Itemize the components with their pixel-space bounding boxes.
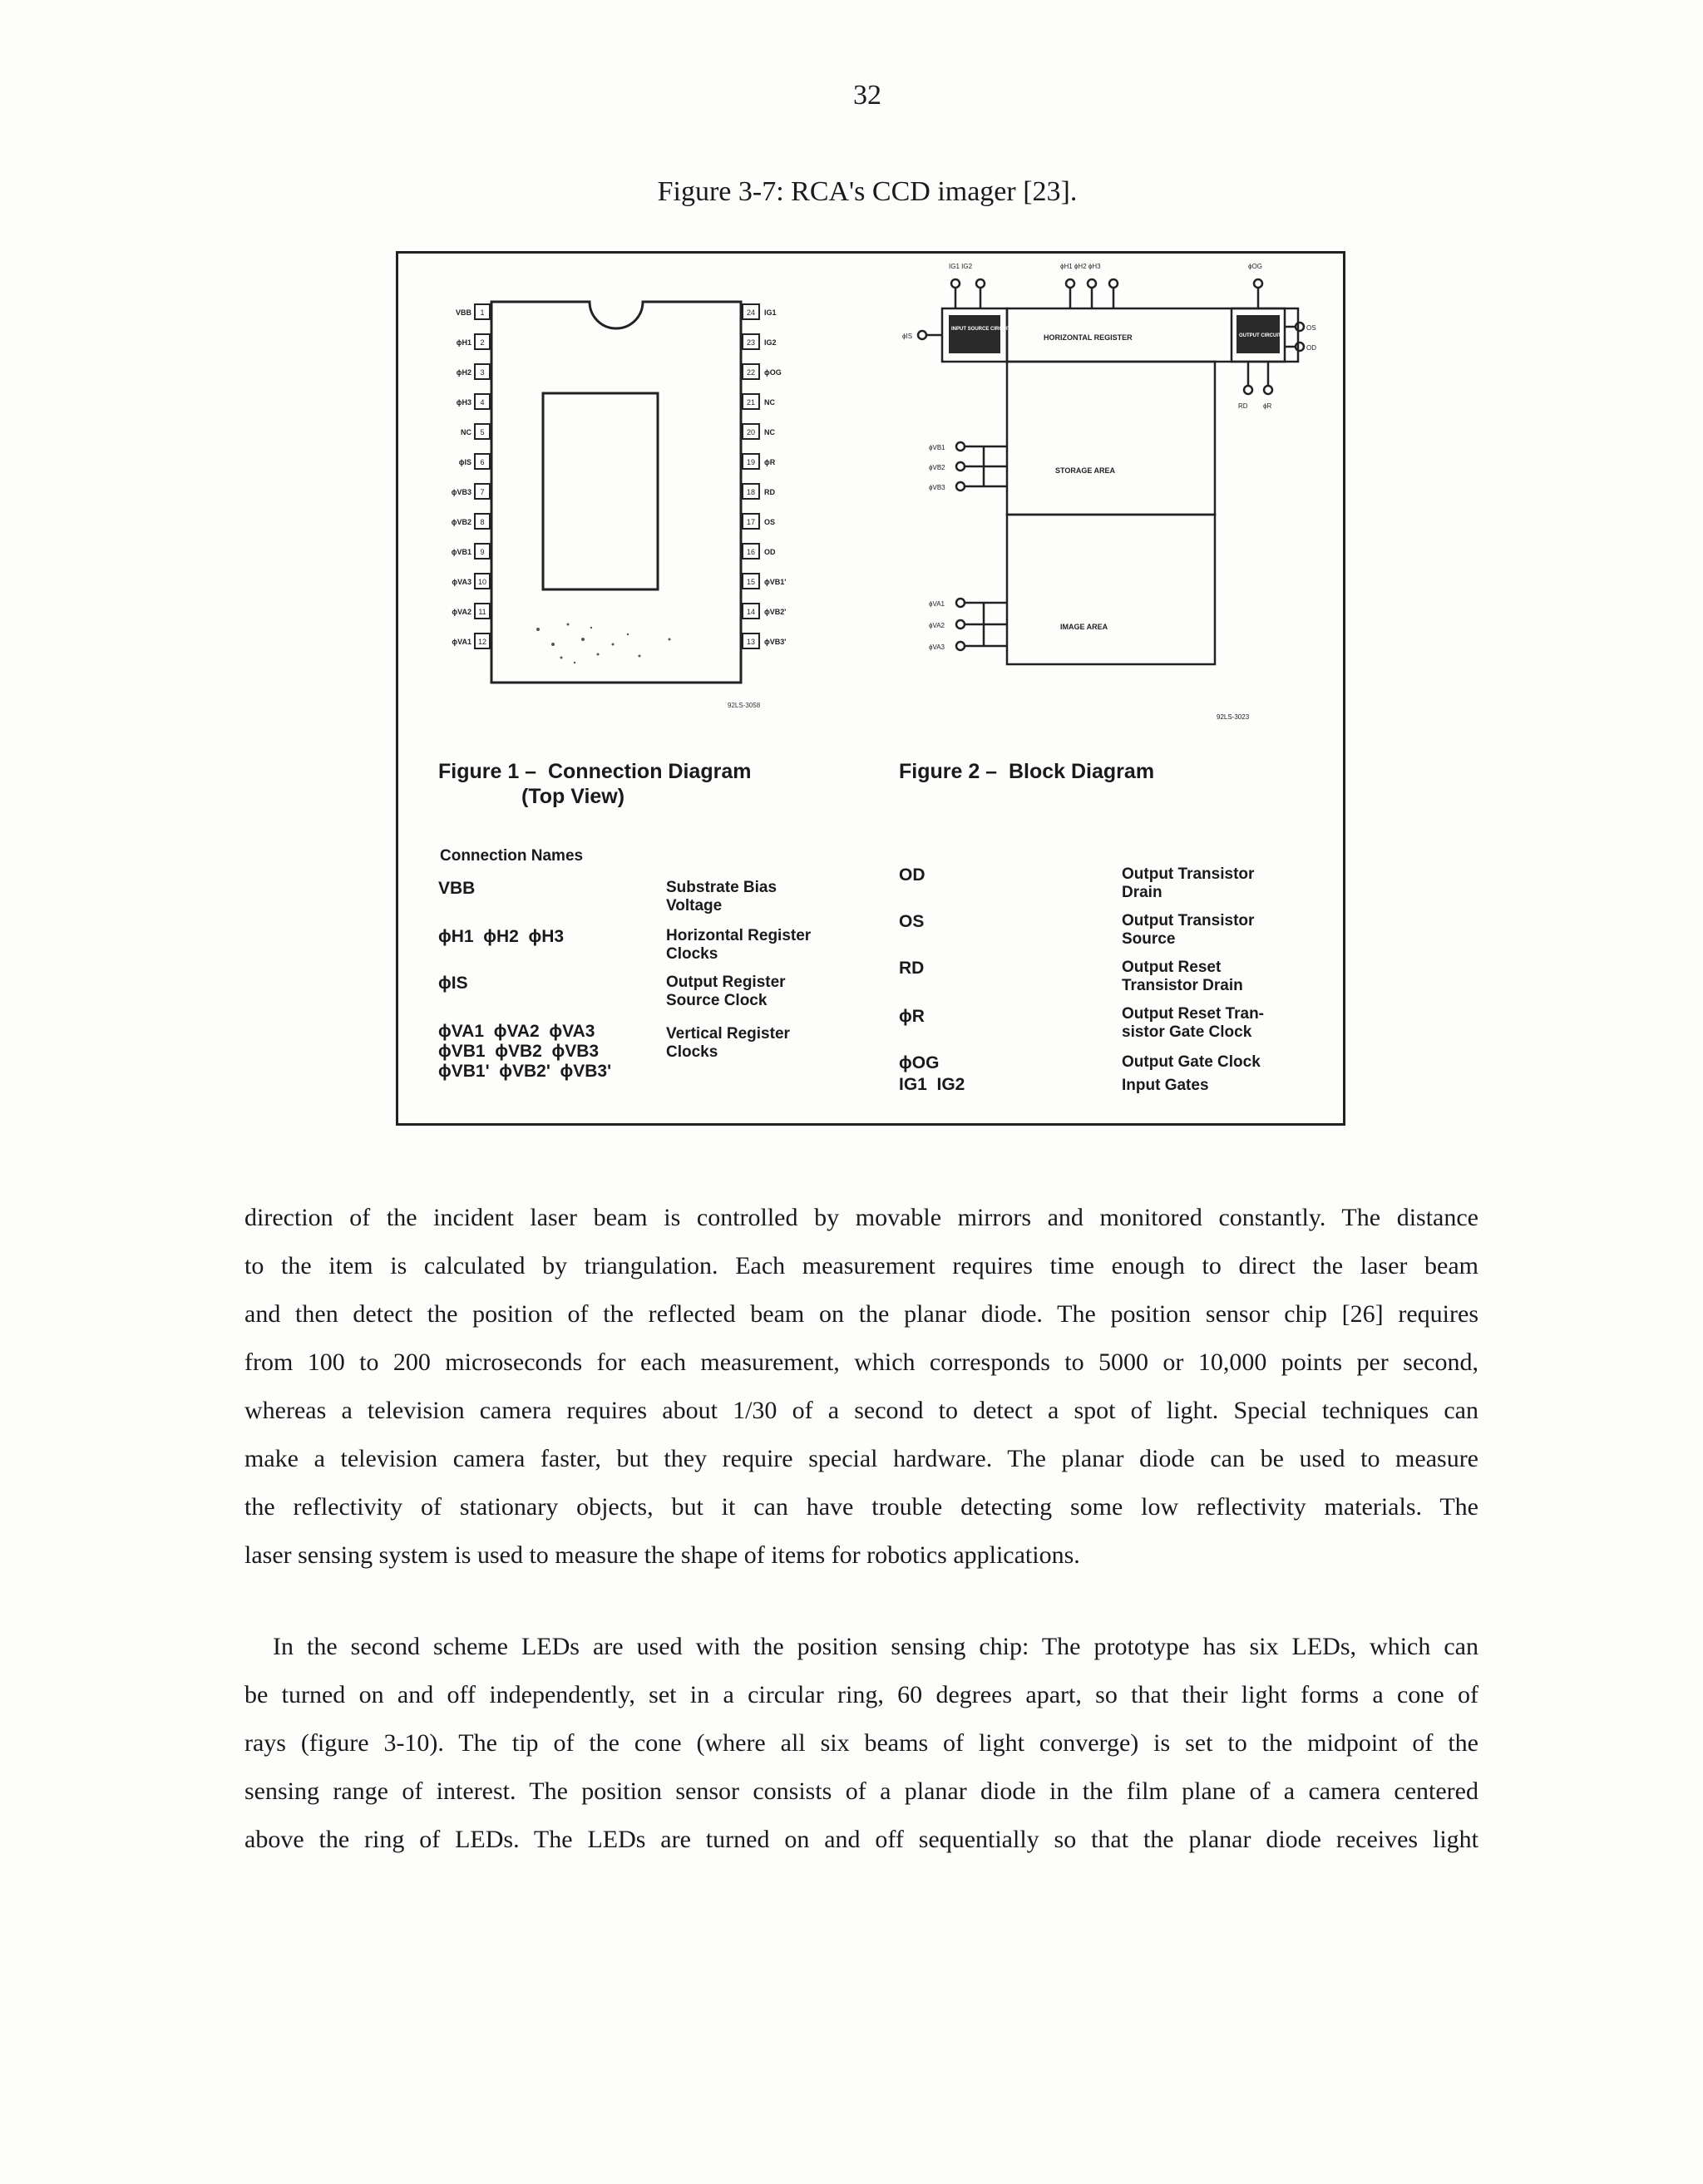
fig2-va2-label: ϕVA2 (929, 622, 945, 629)
pin-label: NC (764, 428, 775, 436)
legend-sym-r: ϕR (899, 1007, 925, 1026)
legend-sym-v: ϕVA1 ϕVA2 ϕVA3 ϕVB1 ϕVB2 ϕVB3 ϕVB1' ϕVB2' ϕVB3' (438, 1022, 612, 1081)
pin-right (743, 544, 776, 559)
pin-number: 18 (746, 488, 756, 496)
pin-number: 10 (477, 578, 487, 586)
pin-number: 19 (746, 458, 756, 466)
pin-left (461, 424, 490, 439)
ic-package (491, 302, 741, 683)
pin-number: 4 (480, 398, 485, 407)
pin-label: ϕH1 (456, 338, 471, 347)
pin-label: IG2 (764, 338, 777, 347)
connection-diagram (398, 254, 1343, 752)
fig2-vb3-label: ϕVB3 (929, 484, 945, 491)
pin-number: 9 (480, 548, 485, 556)
pin-number: 8 (480, 518, 485, 526)
pin-left (456, 304, 490, 319)
pin-label: ϕVA1 (452, 638, 471, 646)
pin-number: 22 (746, 368, 756, 377)
horizontal-register-label: HORIZONTAL REGISTER (1044, 333, 1133, 342)
pin-left (452, 514, 490, 529)
storage-area-label: STORAGE AREA (1055, 466, 1116, 475)
pin-label: VBB (455, 308, 471, 317)
pin-right (743, 394, 775, 409)
legend-desc-h: Horizontal Register Clocks (666, 927, 812, 963)
legend-sym-ig: IG1 IG2 (899, 1075, 965, 1094)
paragraph-2-line: In the second scheme LEDs are used with the position sensing chip: The prototype has six LEDs, which can (273, 1633, 1478, 1660)
pin-label: ϕVB2 (451, 518, 471, 526)
figure-box (396, 251, 1345, 1126)
legend-sym-os: OS (899, 912, 925, 931)
pin-label: NC (764, 398, 775, 407)
pin-label: OD (764, 548, 776, 556)
paragraph-1-line: the reflectivity of stationary objects, but it can have trouble detecting some low reflectivity materials. The (244, 1493, 1478, 1521)
fig2-rd-label: RD (1238, 402, 1248, 410)
pin-label: ϕR (764, 458, 776, 466)
legend-sym-is: ϕIS (438, 974, 468, 993)
paragraph-1-line: from 100 to 200 microseconds for each measurement, which corresponds to 5000 or 10,000 points per second, (244, 1348, 1478, 1376)
legend-desc-is: Output Register Source Clock (666, 974, 786, 1009)
fig2-h-labels: ϕH1 ϕH2 ϕH3 (1060, 263, 1101, 270)
fig2-vb2-label: ϕVB2 (929, 464, 945, 471)
legend-desc-od: Output Transistor Drain (1122, 865, 1255, 901)
pin-right (743, 604, 786, 619)
fig2-od-label: OD (1306, 344, 1316, 352)
paragraph-1-line: and then detect the position of the reflected beam on the planar diode. The position sensor chip [26] requires (244, 1300, 1478, 1328)
pin-left (452, 544, 490, 559)
pin-right (743, 514, 775, 529)
fig2-os-label: OS (1306, 324, 1316, 332)
legend-sym-h: ϕH1 ϕH2 ϕH3 (438, 927, 565, 946)
pin-right (743, 454, 776, 469)
pin-number: 23 (746, 338, 756, 347)
pin-label: RD (764, 488, 775, 496)
pin-number: 20 (746, 428, 756, 436)
pin-left (452, 484, 490, 499)
figure2-footer-code: 92LS-3023 (1217, 713, 1250, 721)
paragraph-1-line: make a television camera faster, but they require special hardware. The planar diode can be used to measure (244, 1445, 1478, 1472)
pin-number: 24 (746, 308, 756, 317)
pin-label: IG1 (764, 308, 777, 317)
pin-label: ϕH2 (456, 368, 471, 377)
pin-number: 12 (477, 638, 487, 646)
pin-label: NC (461, 428, 471, 436)
pin-label: ϕVB3' (764, 638, 787, 646)
pin-number: 15 (746, 578, 756, 586)
paragraph-1-line: whereas a television camera requires about 1/30 of a second to detect a spot of light. Special techniques can (244, 1397, 1478, 1424)
legend-sym-rd: RD (899, 959, 925, 978)
legend-sym-og: ϕOG (899, 1053, 940, 1072)
legend-desc-r: Output Reset Tran- sistor Gate Clock (1122, 1005, 1265, 1041)
page-number: 32 (853, 80, 881, 111)
connection-names-heading: Connection Names (440, 847, 584, 865)
figure2-title: Figure 2 – Block Diagram (899, 760, 1155, 783)
pin-right (743, 424, 775, 439)
pin-right (743, 304, 777, 319)
sensor-window (543, 393, 658, 589)
fig2-va3-label: ϕVA3 (929, 643, 945, 651)
legend-desc-rd: Output Reset Transistor Drain (1122, 959, 1243, 994)
pin-label: ϕVB3 (451, 488, 471, 496)
fig2-is-label: ϕIS (902, 333, 913, 340)
fig2-va1-label: ϕVA1 (929, 600, 945, 608)
legend-desc-og: Output Gate Clock (1122, 1053, 1261, 1071)
paragraph-2-line: be turned on and off independently, set in a circular ring, 60 degrees apart, so that their light forms a cone of (244, 1681, 1478, 1708)
pin-left (452, 574, 490, 589)
print-speckles (536, 624, 671, 664)
pin-label: ϕVB1 (451, 548, 471, 556)
legend-desc-vbb: Substrate Bias Voltage (666, 879, 777, 915)
figure1-title: Figure 1 – Connection Diagram (438, 760, 752, 783)
storage-area-block (1007, 362, 1215, 515)
pin-left (457, 334, 490, 349)
pin-label: ϕVB2' (764, 608, 787, 616)
pin-number: 11 (478, 608, 486, 616)
pin-right (743, 364, 782, 379)
pin-number: 5 (480, 428, 485, 436)
pin-number: 6 (480, 458, 485, 466)
paragraph-1-line: to the item is calculated by triangulation. Each measurement requires time enough to direct the laser beam (244, 1252, 1478, 1279)
image-area-block (1007, 515, 1215, 664)
fig2-vb1-label: ϕVB1 (929, 444, 945, 451)
legend-desc-v: Vertical Register Clocks (666, 1025, 790, 1061)
output-circuit-label: OUTPUT CIRCUIT (1239, 333, 1281, 338)
pin-left (457, 394, 490, 409)
paragraph-2-line: above the ring of LEDs. The LEDs are turned on and off sequentially so that the planar diode receives light (244, 1826, 1478, 1853)
pin-number: 13 (746, 638, 756, 646)
pin-right (743, 334, 777, 349)
pin-number: 16 (746, 548, 756, 556)
pin-number: 17 (746, 518, 756, 526)
pin-label: ϕVA3 (452, 578, 471, 586)
pin-left (452, 604, 490, 619)
pin-label: OS (764, 518, 776, 526)
pin-number: 7 (480, 488, 485, 496)
pin-right (743, 484, 775, 499)
fig2-r-label: ϕR (1263, 402, 1272, 410)
right-pins (743, 304, 786, 648)
pin-number: 14 (746, 608, 756, 616)
pin-left (452, 634, 490, 648)
pin-left (459, 454, 490, 469)
fig2-og-label: ϕOG (1248, 263, 1262, 270)
fig2-ig-labels: IG1 IG2 (949, 263, 973, 270)
paragraph-1-line: laser sensing system is used to measure the shape of items for robotics applications. (244, 1541, 1080, 1569)
input-source-circuit-label: INPUT SOURCE CIRCUIT (951, 327, 1011, 332)
pin-label: ϕOG (764, 368, 782, 377)
legend-sym-vbb: VBB (438, 879, 476, 898)
pin-number: 3 (480, 368, 485, 377)
pin-left (457, 364, 490, 379)
pin-label: ϕVA2 (452, 608, 471, 616)
figure1-footer-code: 92LS-3058 (728, 702, 761, 709)
paragraph-1-line: direction of the incident laser beam is controlled by movable mirrors and monitored constantly. The distance (244, 1204, 1478, 1231)
image-area-label: IMAGE AREA (1060, 623, 1108, 631)
left-pins (452, 304, 490, 648)
legend-desc-ig: Input Gates (1122, 1077, 1209, 1094)
legend-sym-od: OD (899, 865, 926, 885)
pin-label: ϕIS (458, 458, 471, 466)
pin-label: ϕVB1' (764, 578, 787, 586)
paragraph-2-line: sensing range of interest. The position sensor consists of a planar diode in the film plane of a camera centered (244, 1777, 1478, 1805)
legend-desc-os: Output Transistor Source (1122, 912, 1255, 948)
pin-number: 21 (746, 398, 756, 407)
pin-number: 2 (480, 338, 485, 347)
pin-label: ϕH3 (456, 398, 471, 407)
pin-number: 1 (480, 308, 485, 317)
figure1-subtitle: (Top View) (521, 785, 625, 808)
paragraph-2-line: rays (figure 3-10). The tip of the cone (where all six beams of light converge) is set to the midpoint of the (244, 1729, 1478, 1757)
pin-right (743, 634, 786, 648)
figure-caption: Figure 3-7: RCA's CCD imager [23]. (657, 176, 1078, 207)
pin-right (743, 574, 786, 589)
